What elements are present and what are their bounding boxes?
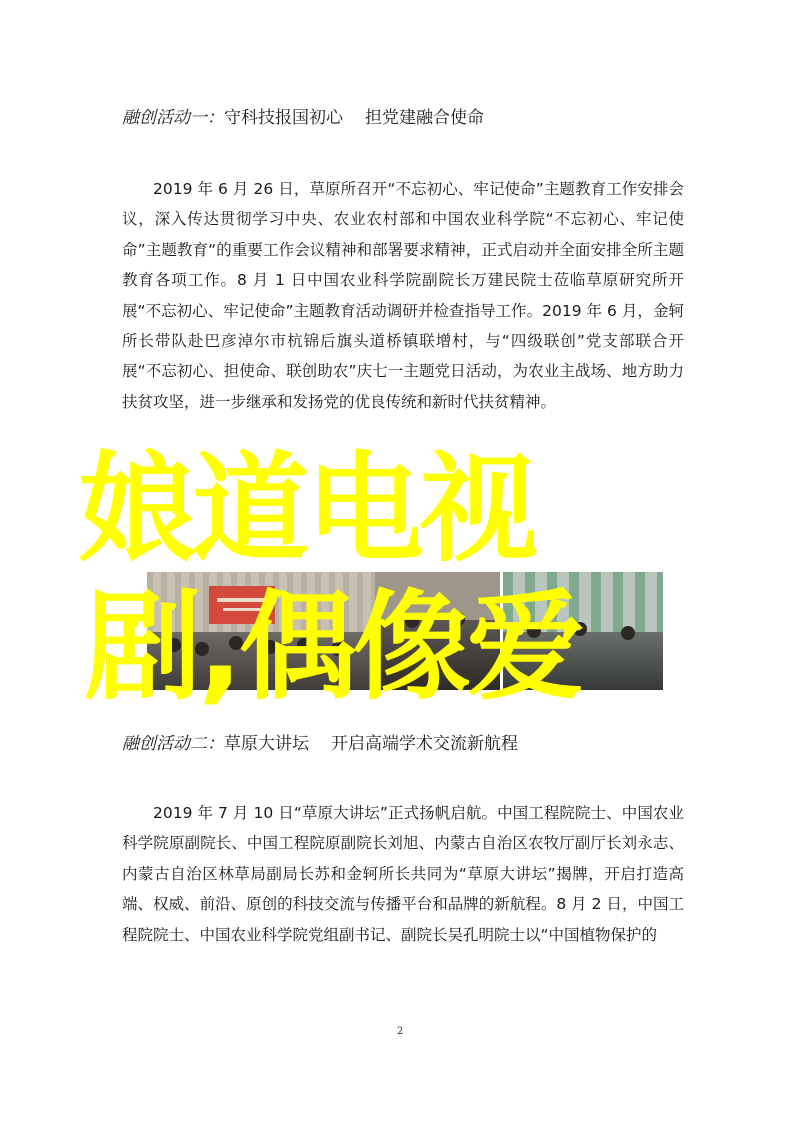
paragraph-text: 2019 年 6 月 26 日，草原所召开“不忘初心、牢记使命”主题教育工作安排会议，深入传达贯彻学习中央、农业农村部和中国农业科学院“不忘初心、牢记使命”主题教育“的重要工作会议精神和部署要求精神，正式启动并全面安排全所主题教育各项工作。8 月 1 日中国农业科学院副院长万建民院士莅临草原研究所开展“不忘初心、牢记使命”主题教育活动调研并检查指导工作。2019 年 6 月，金轲所长带队赴巴彦淖尔市杭锦后旗头道桥镇联增村，与“四级联创”党支部联合开展“不忘初心、担使命、联创助农”庆七一主题党日活动，为农业主战场、地方助力扶贫攻坚，进一步继承和发扬党的优良传统和新时代扶贫精神。 <box>122 180 684 411</box>
section-heading-1 <box>122 106 484 130</box>
section-title-part: 草原大讲坛 <box>224 734 309 754</box>
body-paragraph-1 <box>122 174 684 417</box>
section-title-part: 开启高端学术交流新航程 <box>331 734 518 754</box>
paragraph-text: 2019 年 7 月 10 日“草原大讲坛”正式扬帆启航。中国工程院院士、中国农业科学院原副院长、中国工程院原副院长刘旭、内蒙古自治区农牧厅副厅长刘永志、内蒙古自治区林草局副局长苏和金轲所长共同为“草原大讲坛”揭牌，开启打造高端、权威、前沿、原创的科技交流与传播平台和品牌的新航程。8 月 2 日，中国工程院院士、中国农业科学院党组副书记、副院长吴孔明院士以“中国植物保护的 <box>122 804 684 944</box>
projection-screen <box>209 586 275 624</box>
section-label: 融创活动一： <box>122 108 224 128</box>
event-photo <box>375 572 500 690</box>
body-paragraph-2 <box>122 798 684 950</box>
overlay-line: 剧,偶像爱 <box>84 578 581 716</box>
section-label: 融创活动二： <box>122 734 224 754</box>
meeting-photo <box>147 572 375 690</box>
section-heading-2 <box>122 732 518 756</box>
section-title-part: 守科技报国初心 <box>224 108 343 128</box>
section-title-part: 担党建融合使命 <box>365 108 484 128</box>
page-number: 2 <box>396 1026 404 1037</box>
overlay-line: 娘道电视 <box>78 440 535 578</box>
event-photo <box>503 572 663 690</box>
